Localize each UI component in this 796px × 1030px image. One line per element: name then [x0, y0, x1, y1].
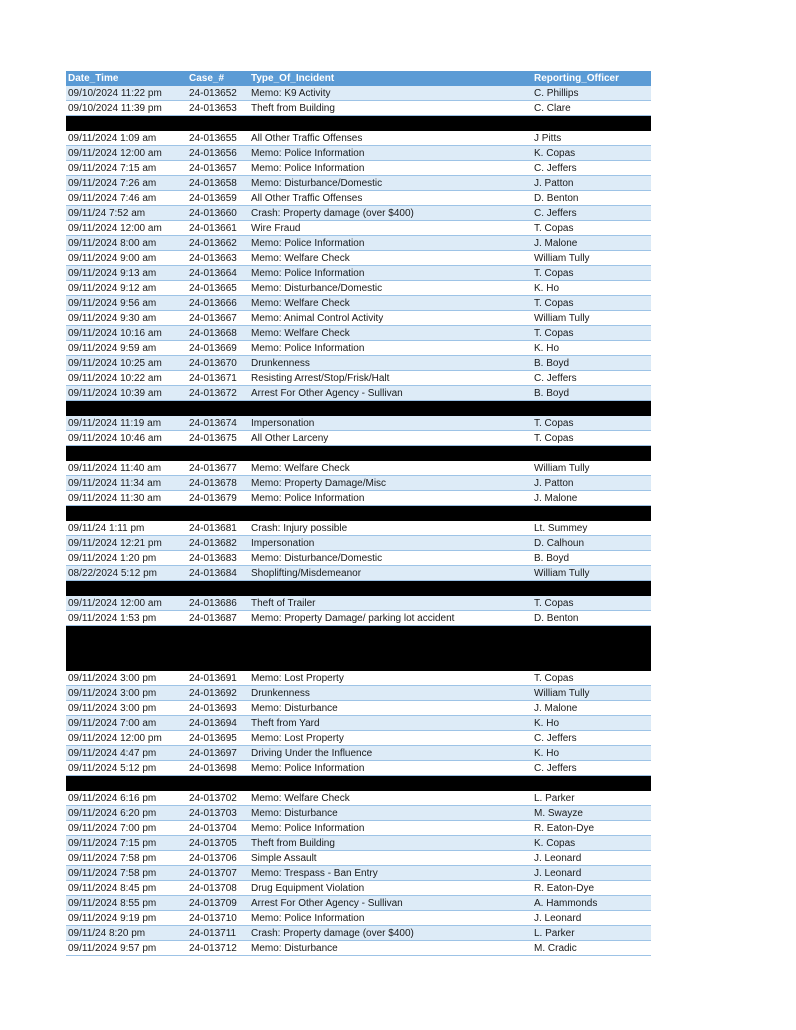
column-header-reporting-officer: Reporting_Officer	[534, 73, 620, 84]
cell-reporting-officer: R. Eaton-Dye	[534, 823, 595, 834]
cell-type-of-incident: Memo: Police Information	[251, 493, 365, 504]
cell-date-time: 09/11/2024 7:15 pm	[68, 838, 157, 849]
redacted-row	[66, 116, 651, 131]
table-row	[66, 326, 651, 341]
cell-reporting-officer: J. Malone	[534, 703, 578, 714]
cell-reporting-officer: T. Copas	[534, 223, 574, 234]
cell-type-of-incident: Memo: Disturbance	[251, 703, 338, 714]
cell-date-time: 09/11/2024 12:21 pm	[68, 538, 162, 549]
cell-reporting-officer: William Tully	[534, 313, 590, 324]
cell-date-time: 09/11/2024 7:26 am	[68, 178, 157, 189]
cell-date-time: 09/11/2024 4:47 pm	[68, 748, 157, 759]
cell-date-time: 09/11/2024 12:00 am	[68, 223, 162, 234]
cell-date-time: 09/11/2024 7:46 am	[68, 193, 157, 204]
cell-type-of-incident: Memo: Police Information	[251, 148, 365, 159]
cell-reporting-officer: J. Leonard	[534, 913, 582, 924]
table-row	[66, 881, 651, 896]
cell-type-of-incident: Memo: Welfare Check	[251, 793, 350, 804]
cell-case-number: 24-013702	[189, 793, 237, 804]
cell-case-number: 24-013656	[189, 148, 237, 159]
cell-type-of-incident: Crash: Injury possible	[251, 523, 348, 534]
table-row	[66, 686, 651, 701]
cell-reporting-officer: B. Boyd	[534, 388, 570, 399]
cell-date-time: 09/11/24 7:52 am	[68, 208, 146, 219]
cell-type-of-incident: All Other Traffic Offenses	[251, 193, 363, 204]
redacted-row	[66, 446, 651, 461]
cell-reporting-officer: K. Ho	[534, 718, 560, 729]
cell-case-number: 24-013661	[189, 223, 237, 234]
cell-type-of-incident: Drunkenness	[251, 358, 310, 369]
cell-type-of-incident: Memo: K9 Activity	[251, 88, 331, 99]
cell-type-of-incident: Memo: Lost Property	[251, 673, 344, 684]
cell-date-time: 09/11/2024 10:16 am	[68, 328, 162, 339]
table-row	[66, 461, 651, 476]
cell-date-time: 09/11/2024 11:30 am	[68, 493, 162, 504]
cell-case-number: 24-013681	[189, 523, 237, 534]
cell-reporting-officer: L. Parker	[534, 928, 575, 939]
cell-type-of-incident: Arrest For Other Agency - Sullivan	[251, 388, 403, 399]
cell-case-number: 24-013709	[189, 898, 237, 909]
column-header-date-time: Date_Time	[68, 73, 119, 84]
cell-reporting-officer: William Tully	[534, 688, 590, 699]
cell-type-of-incident: Memo: Welfare Check	[251, 328, 350, 339]
cell-date-time: 09/11/2024 1:09 am	[68, 133, 157, 144]
cell-case-number: 24-013671	[189, 373, 237, 384]
cell-case-number: 24-013670	[189, 358, 237, 369]
cell-date-time: 09/11/2024 10:46 am	[68, 433, 162, 444]
cell-case-number: 24-013675	[189, 433, 237, 444]
cell-case-number: 24-013703	[189, 808, 237, 819]
cell-date-time: 09/11/2024 11:34 am	[68, 478, 162, 489]
cell-reporting-officer: T. Copas	[534, 598, 574, 609]
cell-case-number: 24-013663	[189, 253, 237, 264]
column-header-case-number: Case_#	[189, 73, 225, 84]
cell-date-time: 09/11/2024 12:00 am	[68, 598, 162, 609]
cell-case-number: 24-013691	[189, 673, 237, 684]
cell-type-of-incident: Memo: Welfare Check	[251, 253, 350, 264]
table-row	[66, 566, 651, 581]
cell-case-number: 24-013707	[189, 868, 237, 879]
cell-reporting-officer: C. Jeffers	[534, 763, 577, 774]
table-row	[66, 416, 651, 431]
table-row	[66, 851, 651, 866]
cell-type-of-incident: Impersonation	[251, 418, 315, 429]
cell-case-number: 24-013706	[189, 853, 237, 864]
table-row	[66, 716, 651, 731]
cell-type-of-incident: Memo: Police Information	[251, 913, 365, 924]
cell-type-of-incident: Memo: Police Information	[251, 823, 365, 834]
cell-reporting-officer: M. Cradic	[534, 943, 577, 954]
cell-date-time: 09/11/2024 10:22 am	[68, 373, 162, 384]
cell-reporting-officer: L. Parker	[534, 793, 575, 804]
table-row	[66, 761, 651, 776]
cell-case-number: 24-013669	[189, 343, 237, 354]
cell-case-number: 24-013686	[189, 598, 237, 609]
cell-type-of-incident: All Other Larceny	[251, 433, 329, 444]
cell-date-time: 09/11/2024 5:12 pm	[68, 763, 157, 774]
cell-reporting-officer: J. Patton	[534, 478, 574, 489]
cell-case-number: 24-013712	[189, 943, 237, 954]
cell-type-of-incident: Arrest For Other Agency - Sullivan	[251, 898, 403, 909]
table-row	[66, 926, 651, 941]
cell-type-of-incident: Drunkenness	[251, 688, 310, 699]
cell-date-time: 09/10/2024 11:39 pm	[68, 103, 162, 114]
cell-case-number: 24-013653	[189, 103, 237, 114]
cell-type-of-incident: Theft of Trailer	[251, 598, 316, 609]
cell-type-of-incident: Memo: Lost Property	[251, 733, 344, 744]
cell-reporting-officer: D. Calhoun	[534, 538, 585, 549]
table-row	[66, 596, 651, 611]
table-row	[66, 476, 651, 491]
cell-reporting-officer: T. Copas	[534, 268, 574, 279]
cell-case-number: 24-013666	[189, 298, 237, 309]
cell-date-time: 09/11/2024 1:53 pm	[68, 613, 157, 624]
cell-type-of-incident: Memo: Trespass - Ban Entry	[251, 868, 378, 879]
table-row	[66, 131, 651, 146]
table-row	[66, 311, 651, 326]
table-row	[66, 371, 651, 386]
cell-reporting-officer: T. Copas	[534, 328, 574, 339]
redacted-row	[66, 641, 651, 656]
cell-reporting-officer: T. Copas	[534, 673, 574, 684]
cell-date-time: 09/11/2024 9:30 am	[68, 313, 157, 324]
cell-case-number: 24-013672	[189, 388, 237, 399]
cell-type-of-incident: Driving Under the Influence	[251, 748, 373, 759]
table-row	[66, 341, 651, 356]
cell-date-time: 09/11/24 8:20 pm	[68, 928, 146, 939]
cell-date-time: 09/10/2024 11:22 pm	[68, 88, 162, 99]
cell-date-time: 09/11/2024 9:56 am	[68, 298, 157, 309]
cell-type-of-incident: Memo: Police Information	[251, 238, 365, 249]
cell-case-number: 24-013697	[189, 748, 237, 759]
cell-date-time: 09/11/2024 3:00 pm	[68, 688, 157, 699]
cell-date-time: 09/11/2024 9:19 pm	[68, 913, 157, 924]
cell-reporting-officer: K. Ho	[534, 748, 560, 759]
cell-case-number: 24-013659	[189, 193, 237, 204]
table-row	[66, 896, 651, 911]
table-row	[66, 791, 651, 806]
cell-date-time: 09/11/2024 3:00 pm	[68, 703, 157, 714]
cell-date-time: 09/11/2024 10:39 am	[68, 388, 162, 399]
cell-reporting-officer: D. Benton	[534, 193, 579, 204]
cell-case-number: 24-013695	[189, 733, 237, 744]
table-row	[66, 611, 651, 626]
cell-case-number: 24-013658	[189, 178, 237, 189]
cell-case-number: 24-013674	[189, 418, 237, 429]
cell-date-time: 09/11/2024 9:57 pm	[68, 943, 157, 954]
cell-reporting-officer: C. Phillips	[534, 88, 579, 99]
cell-type-of-incident: Drug Equipment Violation	[251, 883, 365, 894]
cell-case-number: 24-013687	[189, 613, 237, 624]
table-row	[66, 521, 651, 536]
cell-date-time: 09/11/2024 9:59 am	[68, 343, 157, 354]
table-row	[66, 86, 651, 101]
table-body	[66, 86, 651, 956]
table-row	[66, 236, 651, 251]
cell-case-number: 24-013708	[189, 883, 237, 894]
table-row	[66, 161, 651, 176]
cell-reporting-officer: M. Swayze	[534, 808, 583, 819]
cell-date-time: 09/11/2024 11:40 am	[68, 463, 162, 474]
table-header-row	[66, 71, 651, 86]
cell-type-of-incident: Theft from Building	[251, 838, 335, 849]
table-row	[66, 206, 651, 221]
cell-type-of-incident: Memo: Police Information	[251, 268, 365, 279]
cell-date-time: 09/11/2024 8:45 pm	[68, 883, 157, 894]
cell-case-number: 24-013679	[189, 493, 237, 504]
cell-reporting-officer: J. Leonard	[534, 853, 582, 864]
table-row	[66, 551, 651, 566]
table-row	[66, 701, 651, 716]
cell-reporting-officer: C. Jeffers	[534, 373, 577, 384]
redacted-row	[66, 581, 651, 596]
cell-type-of-incident: Crash: Property damage (over $400)	[251, 208, 414, 219]
cell-reporting-officer: C. Jeffers	[534, 208, 577, 219]
cell-case-number: 24-013711	[189, 928, 237, 939]
cell-case-number: 24-013692	[189, 688, 237, 699]
table-row	[66, 911, 651, 926]
cell-type-of-incident: Impersonation	[251, 538, 315, 549]
cell-reporting-officer: R. Eaton-Dye	[534, 883, 595, 894]
redacted-row	[66, 626, 651, 641]
cell-case-number: 24-013664	[189, 268, 237, 279]
column-header-type-of-incident: Type_Of_Incident	[251, 73, 335, 84]
cell-date-time: 09/11/2024 8:55 pm	[68, 898, 157, 909]
table-row	[66, 866, 651, 881]
table-row	[66, 221, 651, 236]
table-row	[66, 941, 651, 956]
cell-date-time: 09/11/2024 11:19 am	[68, 418, 162, 429]
cell-date-time: 09/11/2024 7:00 am	[68, 718, 157, 729]
table-row	[66, 746, 651, 761]
cell-reporting-officer: K. Ho	[534, 283, 560, 294]
table-row	[66, 146, 651, 161]
cell-reporting-officer: J. Malone	[534, 493, 578, 504]
table-row	[66, 251, 651, 266]
cell-date-time: 09/11/2024 9:13 am	[68, 268, 157, 279]
table-row	[66, 176, 651, 191]
cell-reporting-officer: C. Jeffers	[534, 733, 577, 744]
cell-type-of-incident: Simple Assault	[251, 853, 317, 864]
table-row	[66, 431, 651, 446]
table-row	[66, 386, 651, 401]
cell-reporting-officer: K. Copas	[534, 838, 576, 849]
cell-type-of-incident: Theft from Building	[251, 103, 335, 114]
cell-type-of-incident: All Other Traffic Offenses	[251, 133, 363, 144]
cell-reporting-officer: D. Benton	[534, 613, 579, 624]
cell-type-of-incident: Wire Fraud	[251, 223, 301, 234]
cell-reporting-officer: J. Leonard	[534, 868, 582, 879]
cell-case-number: 24-013683	[189, 553, 237, 564]
cell-case-number: 24-013667	[189, 313, 237, 324]
cell-type-of-incident: Resisting Arrest/Stop/Frisk/Halt	[251, 373, 390, 384]
cell-date-time: 09/11/2024 10:25 am	[68, 358, 162, 369]
cell-case-number: 24-013704	[189, 823, 237, 834]
table-row	[66, 281, 651, 296]
cell-reporting-officer: K. Copas	[534, 148, 576, 159]
cell-type-of-incident: Memo: Welfare Check	[251, 463, 350, 474]
cell-case-number: 24-013682	[189, 538, 237, 549]
cell-date-time: 08/22/2024 5:12 pm	[68, 568, 157, 579]
cell-reporting-officer: T. Copas	[534, 418, 574, 429]
cell-reporting-officer: A. Hammonds	[534, 898, 598, 909]
cell-reporting-officer: B. Boyd	[534, 358, 570, 369]
cell-reporting-officer: T. Copas	[534, 298, 574, 309]
cell-date-time: 09/11/24 1:11 pm	[68, 523, 145, 534]
cell-type-of-incident: Memo: Police Information	[251, 763, 365, 774]
table-row	[66, 821, 651, 836]
cell-type-of-incident: Memo: Animal Control Activity	[251, 313, 384, 324]
cell-date-time: 09/11/2024 7:58 pm	[68, 868, 157, 879]
table-row	[66, 836, 651, 851]
cell-case-number: 24-013698	[189, 763, 237, 774]
table-row	[66, 536, 651, 551]
cell-case-number: 24-013684	[189, 568, 237, 579]
cell-case-number: 24-013694	[189, 718, 237, 729]
cell-date-time: 09/11/2024 6:20 pm	[68, 808, 157, 819]
cell-reporting-officer: J. Patton	[534, 178, 574, 189]
table-row	[66, 806, 651, 821]
cell-type-of-incident: Memo: Property Damage/Misc	[251, 478, 387, 489]
cell-case-number: 24-013665	[189, 283, 237, 294]
table-row	[66, 356, 651, 371]
redacted-row	[66, 656, 651, 671]
cell-case-number: 24-013657	[189, 163, 237, 174]
cell-date-time: 09/11/2024 6:16 pm	[68, 793, 157, 804]
cell-case-number: 24-013693	[189, 703, 237, 714]
cell-reporting-officer: J Pitts	[534, 133, 562, 144]
table-row	[66, 296, 651, 311]
cell-type-of-incident: Memo: Disturbance/Domestic	[251, 178, 383, 189]
cell-type-of-incident: Shoplifting/Misdemeanor	[251, 568, 362, 579]
cell-case-number: 24-013652	[189, 88, 237, 99]
cell-type-of-incident: Crash: Property damage (over $400)	[251, 928, 414, 939]
redacted-row	[66, 401, 651, 416]
cell-type-of-incident: Memo: Welfare Check	[251, 298, 350, 309]
cell-date-time: 09/11/2024 7:00 pm	[68, 823, 157, 834]
cell-type-of-incident: Memo: Disturbance/Domestic	[251, 553, 383, 564]
cell-case-number: 24-013660	[189, 208, 237, 219]
cell-case-number: 24-013662	[189, 238, 237, 249]
cell-date-time: 09/11/2024 7:58 pm	[68, 853, 157, 864]
cell-case-number: 24-013655	[189, 133, 237, 144]
cell-case-number: 24-013710	[189, 913, 237, 924]
table-row	[66, 491, 651, 506]
table-row	[66, 671, 651, 686]
cell-date-time: 09/11/2024 12:00 pm	[68, 733, 162, 744]
table-row	[66, 731, 651, 746]
cell-date-time: 09/11/2024 3:00 pm	[68, 673, 157, 684]
cell-reporting-officer: William Tully	[534, 253, 590, 264]
cell-date-time: 09/11/2024 9:12 am	[68, 283, 157, 294]
cell-reporting-officer: B. Boyd	[534, 553, 570, 564]
table-row	[66, 266, 651, 281]
cell-type-of-incident: Memo: Disturbance	[251, 808, 338, 819]
cell-reporting-officer: C. Clare	[534, 103, 571, 114]
cell-case-number: 24-013678	[189, 478, 237, 489]
cell-reporting-officer: K. Ho	[534, 343, 560, 354]
cell-reporting-officer: Lt. Summey	[534, 523, 588, 534]
cell-type-of-incident: Memo: Police Information	[251, 343, 365, 354]
redacted-row	[66, 776, 651, 791]
cell-reporting-officer: C. Jeffers	[534, 163, 577, 174]
cell-reporting-officer: T. Copas	[534, 433, 574, 444]
cell-case-number: 24-013668	[189, 328, 237, 339]
cell-date-time: 09/11/2024 9:00 am	[68, 253, 157, 264]
cell-reporting-officer: William Tully	[534, 568, 590, 579]
cell-date-time: 09/11/2024 12:00 am	[68, 148, 162, 159]
incident-log-table	[66, 71, 651, 956]
cell-type-of-incident: Memo: Disturbance	[251, 943, 338, 954]
table-row	[66, 191, 651, 206]
cell-date-time: 09/11/2024 7:15 am	[68, 163, 157, 174]
cell-date-time: 09/11/2024 1:20 pm	[68, 553, 157, 564]
cell-type-of-incident: Memo: Disturbance/Domestic	[251, 283, 383, 294]
cell-reporting-officer: J. Malone	[534, 238, 578, 249]
cell-reporting-officer: William Tully	[534, 463, 590, 474]
cell-case-number: 24-013677	[189, 463, 237, 474]
cell-type-of-incident: Memo: Police Information	[251, 163, 365, 174]
cell-type-of-incident: Memo: Property Damage/ parking lot accident	[251, 613, 455, 624]
cell-type-of-incident: Theft from Yard	[251, 718, 320, 729]
cell-date-time: 09/11/2024 8:00 am	[68, 238, 157, 249]
cell-case-number: 24-013705	[189, 838, 237, 849]
redacted-row	[66, 506, 651, 521]
table-row	[66, 101, 651, 116]
